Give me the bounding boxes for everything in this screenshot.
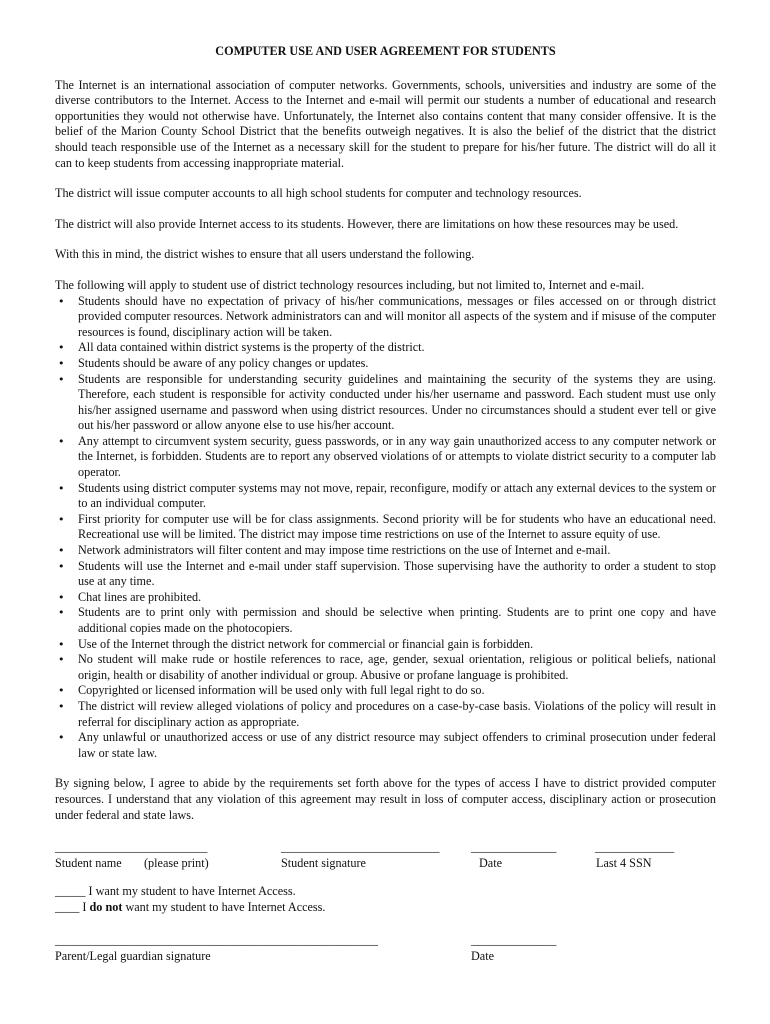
document-title: COMPUTER USE AND USER AGREEMENT FOR STUDENTS (215, 44, 556, 58)
rule-item: • Students are to print only with permission and should be selective when printing. Students are to print one copy and have additional copies made on the photocopiers. (55, 605, 716, 636)
agreement-page (55, 44, 716, 969)
rule-item: • Chat lines are prohibited. (55, 590, 716, 606)
want-access-option (55, 884, 716, 900)
guardian-signature-line[interactable]: _____________________________________________________ (55, 933, 378, 948)
rules-intro: The following will apply to student use of district technology resources including, but not limited to, Internet and e-mail. (55, 277, 645, 292)
want-access-blank[interactable]: _____ (55, 884, 86, 899)
rule-item: • Copyrighted or licensed information will be used only with full legal right to do so. (55, 683, 716, 699)
ssn-label: Last 4 SSN (596, 856, 652, 871)
rule-item: • Students should have no expectation of privacy of his/her communications, messages or files accessed on or through district provided computer resources. Network administrators can and will monitor all aspects of the system and if misuse of the computer resources is found, disciplinary action will be taken. (55, 294, 716, 341)
intro-paragraph: The Internet is an international association of computer networks. Governments, schools, universities and industry are some of the diverse contributors to the Internet. Access to the Internet and e-mail will permit our students a number of educational and research opportunities they would not otherwise have. Unfortunately, the Internet also contains content that many consider offensive. It is the belief of the Marion County School District that the benefits outweigh negatives. It is also the belief of the district that the district should teach responsible use of the Internet as a necessary skill for the student to prepare for his/her future. The district will do all it can to keep students from accessing inappropriate material. (55, 77, 716, 170)
student-signature-label: Student signature (281, 856, 366, 871)
deny-access-option (55, 900, 716, 916)
deny-access-bold: do not (89, 899, 123, 914)
student-name-line[interactable]: _________________________ (55, 840, 208, 855)
date-line[interactable]: ______________ (471, 840, 557, 855)
guardian-signature-row (55, 933, 716, 969)
student-signature-row (55, 840, 716, 876)
internet-access-options (55, 884, 716, 915)
student-name-label: Student name (55, 856, 122, 871)
please-print-label: (please print) (144, 856, 209, 871)
deny-access-prefix: I (79, 899, 90, 914)
rules-list (55, 294, 716, 762)
deny-access-suffix: want my student to have Internet Access. (122, 899, 326, 914)
accounts-paragraph: The district will issue computer accounts to all high school students for computer and technology resources. (55, 186, 582, 201)
closing-paragraph: By signing below, I agree to abide by the requirements set forth above for the types of access I have to district provided computer resources. I understand that any violation of this agreement may result in loss of computer access, disciplinary action or prosecution under federal and state laws. (55, 776, 716, 822)
rule-item: • No student will make rude or hostile references to race, age, gender, sexual orientation, religious or political beliefs, national origin, health or disability of another individual or group. Abusive or profane language is prohibited. (55, 652, 716, 683)
rule-item: • First priority for computer use will be for class assignments. Second priority will be for students who have an educational need. Recreational use will be limited. The district may impose time restrictions on use of the Internet to assure equity of use. (55, 512, 716, 543)
guardian-date-line[interactable]: ______________ (471, 933, 557, 948)
deny-access-blank[interactable]: ____ (55, 899, 80, 914)
access-paragraph: The district will also provide Internet access to its students. However, there are limitations on how these resources may be used. (55, 216, 679, 231)
rule-item: • Students are responsible for understanding security guidelines and maintaining the security of the systems they are using. Therefore, each student is responsible for activity conducted under his/her username and password. Each student must use only his/her assigned username and password when using district resources. Under no circumstances should a student ever tell or give out his/her password or allow anyone else to use his/her account. (55, 372, 716, 434)
ssn-line[interactable]: _____________ (595, 840, 675, 855)
rule-item: • The district will review alleged violations of policy and procedures on a case-by-case basis. Violations of the policy will result in referral for disciplinary action as appropriate. (55, 699, 716, 730)
rule-item: • Any attempt to circumvent system security, guess passwords, or in any way gain unauthorized access to any computer network or the Internet, is forbidden. Students are to report any observed violations of or attempts to violate district security to a computer lab operator. (55, 434, 716, 481)
rule-item: • Students will use the Internet and e-mail under staff supervision. Those supervising have the authority to order a student to stop use at any time. (55, 559, 716, 590)
want-access-text: I want my student to have Internet Access. (85, 884, 296, 899)
student-signature-line[interactable]: __________________________ (281, 840, 440, 855)
ensure-paragraph: With this in mind, the district wishes to ensure that all users understand the following. (55, 247, 475, 262)
rule-item: • Students should be aware of any policy changes or updates. (55, 356, 716, 372)
guardian-signature-label: Parent/Legal guardian signature (55, 949, 211, 964)
date-label: Date (479, 856, 503, 871)
rule-item: • Network administrators will filter content and may impose time restrictions on the use of Internet and e-mail. (55, 543, 716, 559)
guardian-date-label: Date (471, 949, 495, 964)
rule-item: • Use of the Internet through the district network for commercial or financial gain is forbidden. (55, 637, 716, 653)
rule-item: • Any unlawful or unauthorized access or use of any district resource may subject offenders to criminal prosecution under federal law or state law. (55, 730, 716, 761)
rule-item: • All data contained within district systems is the property of the district. (55, 340, 716, 356)
rule-item: • Students using district computer systems may not move, repair, reconfigure, modify or attach any external devices to the system or to an individual computer. (55, 481, 716, 512)
